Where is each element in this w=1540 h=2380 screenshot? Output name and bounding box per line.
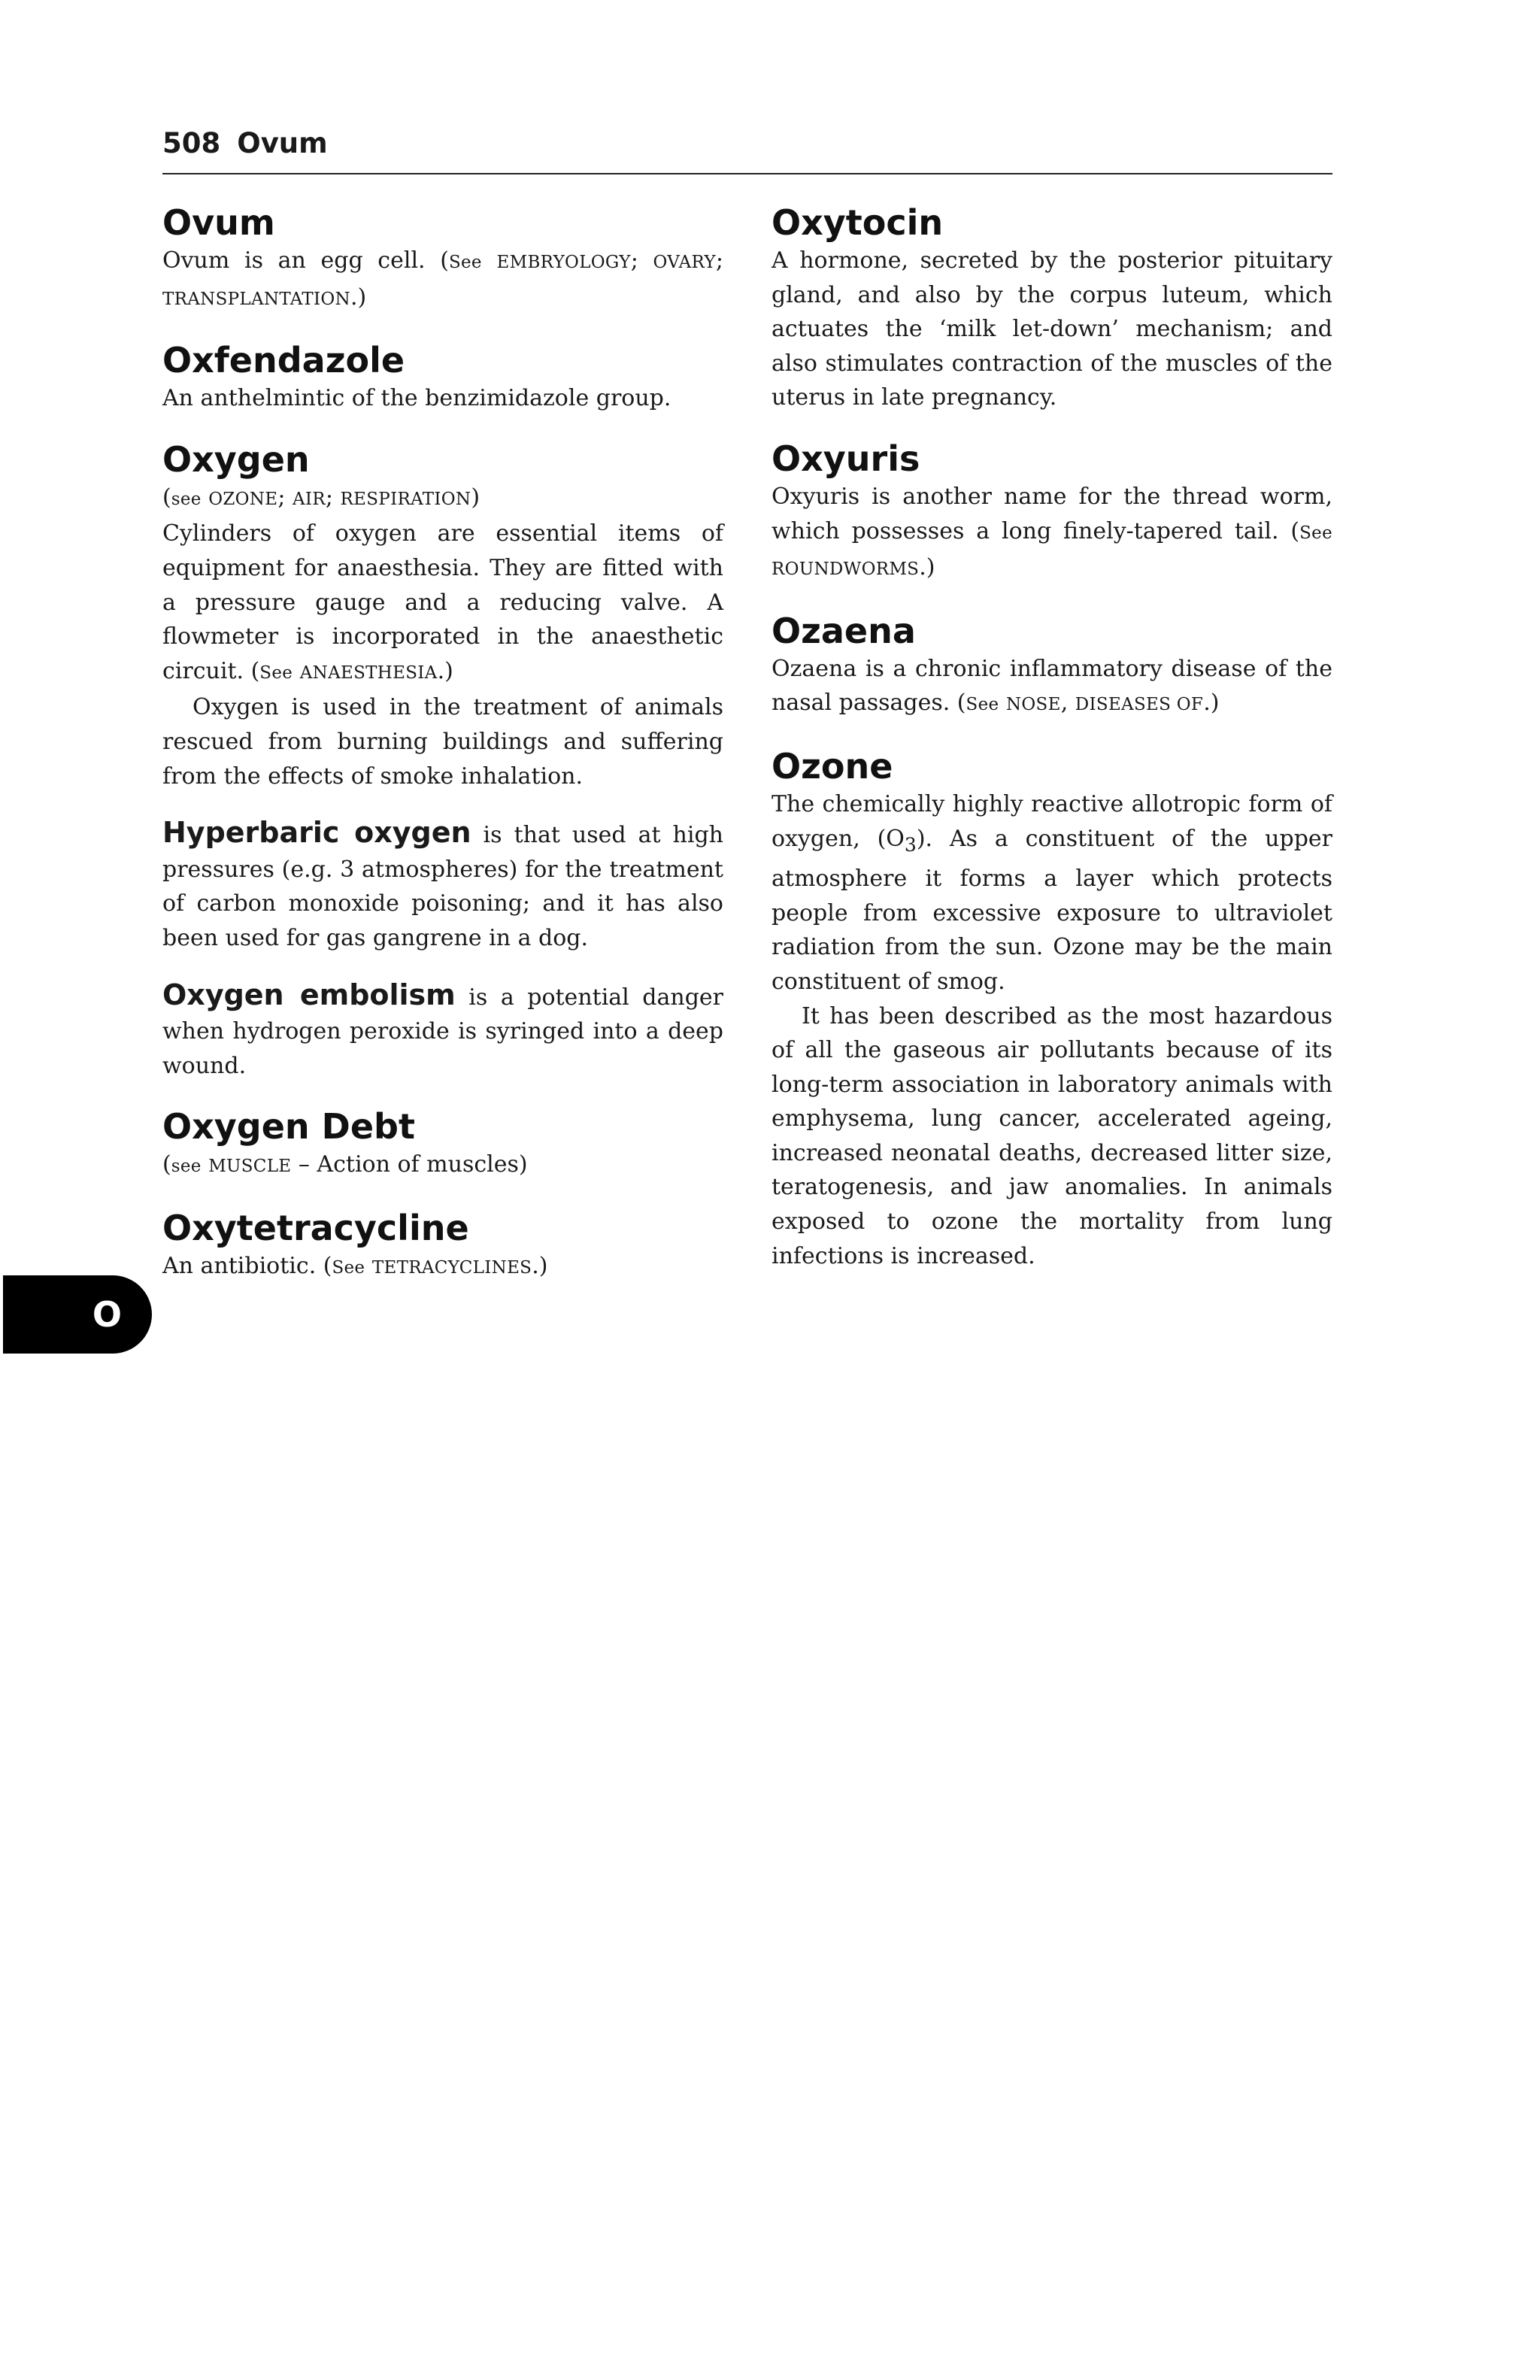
- cross-reference[interactable]: RESPIRATION: [340, 489, 471, 509]
- entry-oxytocin: [772, 202, 1332, 415]
- subentry-embolism: Oxygen embolism is a potential danger when hydrogen peroxide is syringed into a deep wound.: [162, 978, 724, 1079]
- entry-text: An anthelmintic of the benzimidazole group.: [162, 385, 671, 412]
- cross-reference[interactable]: ROUNDWORMS: [772, 559, 920, 580]
- entry-heading: Oxytocin: [772, 202, 944, 243]
- cross-reference[interactable]: EMBRYOLOGY: [496, 253, 631, 272]
- entry-ozaena: [772, 610, 1332, 723]
- entry-heading: Oxytetracycline: [162, 1207, 469, 1248]
- entry-oxygen-debt: [162, 1105, 723, 1184]
- entry-heading: Oxygen Debt: [162, 1106, 415, 1148]
- cross-reference[interactable]: AIR: [292, 489, 326, 509]
- entry-text: Oxygen is used in the treatment of animals rescued from burning buildings and suffering from the effects of smoke inhalation.: [162, 694, 723, 790]
- run-in-heading: Oxygen embolism: [162, 978, 456, 1011]
- entry-oxytetracycline: [162, 1207, 723, 1286]
- entry-ovum: [162, 202, 723, 317]
- entry-text: It has been described as the most hazardous of all the gaseous air pollutants because of its long-term association in laboratory animals with emphysema, lung cancer, accelerated ageing, increased neonatal deaths, decreased litter size, teratogenesis, and jaw anomalies. In animals exposed to ozone the mortality from lung infections is increased.: [772, 1002, 1332, 1269]
- subentry-hyperbaric: Hyperbaric oxygen is that used at high pressures (e.g. 3 atmospheres) for the treatment of carbon monoxide poisoning; and it has also been used for gas gangrene in a dog.: [162, 816, 723, 951]
- entry-text: Ozaena is a chronic inflammatory disease of the nasal passages. (See NOSE, DISEASES OF.): [772, 655, 1332, 717]
- right-column: [772, 202, 1332, 1296]
- entry-text: Ovum is an egg cell. (See EMBRYOLOGY; OVARY; TRANSPLANTATION.): [162, 247, 723, 311]
- entry-heading: Oxyuris: [772, 438, 920, 479]
- cross-reference[interactable]: OZONE: [208, 489, 278, 509]
- entry-text: The chemically highly reactive allotropic form of oxygen, $(O_3)$. As a constituent of the upper atmosphere it forms a layer which protects people from excessive exposure to ultraviolet radiation from the sun. Ozone may be the main constituent of smog.: [772, 790, 1332, 995]
- left-column: [162, 202, 723, 1308]
- run-in-heading: Hyperbaric oxygen: [162, 816, 471, 850]
- entry-ozone: [772, 745, 1332, 1273]
- entry-oxygen: [162, 438, 723, 1084]
- entry-heading: Oxfendazole: [162, 340, 405, 381]
- entry-text: Cylinders of oxygen are essential items of equipment for anaesthesia. They are fitted with a pressure gauge and a reducing valve. A flowmeter is incorporated in the anaesthetic circuit. (See ANAESTHESIA.): [162, 520, 723, 684]
- entry-heading: Oxygen: [162, 438, 310, 480]
- entry-oxyuris: [772, 438, 1332, 587]
- see-also-line: (see OZONE; AIR; RESPIRATION): [162, 484, 480, 511]
- cross-reference[interactable]: DISEASES OF: [1075, 695, 1204, 715]
- entry-text: An antibiotic. (See TETRACYCLINES.): [162, 1252, 548, 1279]
- see-also-line: (see MUSCLE – Action of muscles): [162, 1151, 528, 1178]
- entry-oxfendazole: [162, 339, 723, 416]
- entry-heading: Ozaena: [772, 610, 916, 651]
- entry-heading: Ozone: [772, 745, 893, 787]
- page-number: 508: [162, 127, 221, 159]
- thumb-index-tab[interactable]: O: [3, 1275, 152, 1354]
- entry-heading: Ovum: [162, 202, 275, 243]
- entry-text: Oxyuris is another name for the thread worm, which possesses a long finely-tapered tail. (See ROUNDWORMS.): [772, 483, 1332, 581]
- cross-reference[interactable]: TETRACYCLINES: [371, 1257, 532, 1278]
- running-head: [162, 125, 1332, 174]
- entry-text: A hormone, secreted by the posterior pituitary gland, and also by the corpus luteum, which actuates the ‘milk let-down’ mechanism; and also stimulates contraction of the muscles of the uterus in late pregnancy.: [772, 247, 1332, 411]
- cross-reference[interactable]: OVARY: [653, 253, 716, 272]
- running-title: Ovum: [237, 127, 328, 159]
- cross-reference[interactable]: ANAESTHESIA: [299, 662, 438, 683]
- cross-reference[interactable]: TRANSPLANTATION: [162, 289, 350, 309]
- cross-reference[interactable]: MUSCLE: [208, 1157, 292, 1177]
- cross-reference[interactable]: NOSE: [1005, 695, 1061, 715]
